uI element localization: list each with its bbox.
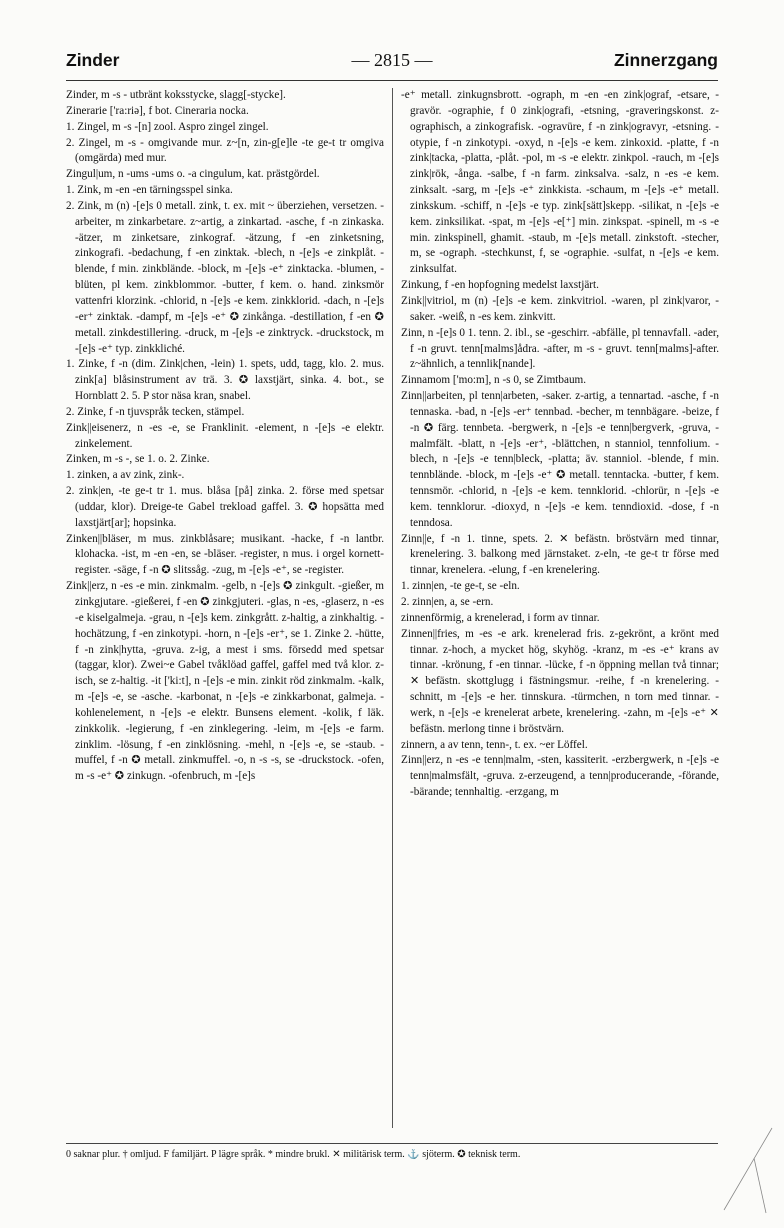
right-column-entry: zinnenförmig, a krenelerad, i form av tinnar. xyxy=(401,611,600,624)
left-column-entry: 1. Zinke, f -n (dim. Zink|chen, -lein) 1. spets, udd, tagg, klo. 2. mus. zink[a] blåsinstrument av trä. 3. ✪ laxstjärt, sinka. 4. bot., se Hornblatt 2. 5. P stor näsa kran, snabel. xyxy=(66,358,384,403)
right-column-entry: Zink||vitriol, m (n) -[e]s -e kem. zinkvitriol. -waren, pl zink|varor, -saker. -weiß, n -es kem. zinkvitt. xyxy=(401,294,719,323)
left-column-entry: Zinerarie ['ra:riə], f bot. Cineraria nocka. xyxy=(66,104,249,117)
header-last-word: Zinnerzgang xyxy=(613,50,718,70)
left-column-entry: 2. zink|en, -te ge-t tr 1. mus. blåsa [på] zinka. 2. förse med spetsar (uddar, klor). Dreige-te Gabel trekload gaffel. 3. ✪ hopsätta med laxstjärt[ar]; hopsinka. xyxy=(66,485,384,529)
right-column-entry: 1. zinn|en, -te ge-t, se -eln. xyxy=(401,580,520,593)
right-column-entry: -e⁺ metall. zinkugnsbrott. -ograph, m -en -en zink|ograf, -etsare, -gravör. -ographie, f 0 zink|ografi, -etsning, -graveringskonst. z-ographisch, a zinkografisk. -ogravüre, f -n zink|ogravyr, -etsning. -otypie, f -n zinkotypi. -oxyd, n -[e]s -e kem. zinkoxid. -platte, f -n zink|tacka, -platta, -plåt. -pol, m -s -e elektr. zinkpol. -rauch, m -[e]s zink|rök, -ånga. -salbe, f -n farm. zinksalva. -salz, n -es -e kem. zinksalt. -sarg, m -[e]s -e⁺ zinkkista. -schaum, m -[e]s -e⁺ metall. zinkskum. -schiff, n -[e]s -e typ. zink[sätt]skepp. -silikat, n -[e]s -e kem. zinksilikat. -spat, m -[e]s -e[⁺] min. zinkspat. -spinell, m -s -e min. zinkspinell, ghamit. -staub, m -[e]s metall. zinkstoft. -stecher, m, se -ograph. -stechkunst, f, se -ographie. -sulfat, n -[e]s -e kem. zinksulfat. xyxy=(401,89,719,276)
page-number: — 2815 — xyxy=(351,50,433,70)
left-column-entry: 1. zinken, a av zink, zink-. xyxy=(66,469,185,482)
right-column xyxy=(401,88,719,1133)
right-column-entry: Zinnamom ['mo:m], n -s 0, se Zimtbaum. xyxy=(401,374,587,387)
left-column-entry: 1. Zingel, m -s -[n] zool. Aspro zingel zingel. xyxy=(66,120,269,133)
left-column-entry: 2. Zinke, f -n tjuvspråk tecken, stämpel. xyxy=(66,405,245,418)
right-column-entry: Zinnen||fries, m -es -e ark. krenelerad fris. z-gekrönt, a krönt med tinnar. z-hoch, a mycket hög, skyhög. -kranz, m -es -e⁺ krans av tinnar. -krönung, f -en tinnar. -lücke, f -n öppning mellan två tinnar; ✕ befästn. skottglugg i fästningsmur. -reihe, f -n krenelering. -schnitt, m -[e]s -e her. tinnskura. -türmchen, n torn med tinnar. -werk, n -[e]s -e krenelerat arbete, krenelering. -zahn, m -[e]s -e⁺ ✕ befästn. merlong tinne i bröstvärn. xyxy=(401,627,719,735)
column-divider xyxy=(392,88,393,1128)
right-column-entry: Zinn||e, f -n 1. tinne, spets. 2. ✕ befästn. bröstvärn med tinnar, krenelering. 3. balkong med järnstaket. z-eln, -te ge-t tr förse med tinnar, krenelera. -elung, f -en krenelering. xyxy=(401,532,719,577)
footer-rule xyxy=(66,1143,718,1144)
left-column-entry: Zinken||bläser, m mus. zinkblåsare; musikant. -hacke, f -n lantbr. klohacka. -ist, m -en -en, se -bläser. -register, n mus. i orgel kornett-register. -säge, f -n ✪ slitssåg. -zug, m -[e]s -e⁺, se -register. xyxy=(66,532,384,577)
left-column xyxy=(66,88,384,1133)
left-column-entry: Zinder, m -s - utbränt koksstycke, slagg[-stycke]. xyxy=(66,89,286,101)
right-column-entry: Zinn||erz, n -es -e tenn|malm, -sten, kassiterit. -erzbergwerk, n -[e]s -e tenn|malmsfält, -gruva. z-erzeugend, a tenn|producerande, -förande, -bärande; tennhaltig. -erzgang, m xyxy=(401,754,719,799)
header-first-word: Zinder xyxy=(66,50,120,70)
right-column-entry: Zinn||arbeiten, pl tenn|arbeten, -saker. z-artig, a tennartad. -asche, f -n tennaska. -bad, n -[e]s -er⁺ tennbad. -becher, m tennbägare. -beize, f -n ✪ färg. tennbeta. -bergwerk, n -[e]s -e tenn|bergverk, -gruva, -malmfält. -blatt, n -[e]s -er⁺, -blättchen, n stanniol, tennfolium. -blech, n -[e]s -e tenn|bleck, -platta; äv. stanniol. -blende, f min. tennblände. -block, m -[e]s -e⁺ ✪ metall. tenntacka. -butter, f kem. tennsmör. -chlorid, n -[e]s -e kem. tennklorid. -chlorür, n -[e]s -e kem. tennklorur. -dioxyd, n -[e]s -e kem. tenndioxid. -dose, f -n tenndosa. xyxy=(401,390,719,529)
right-column-entry: 2. zinn|en, a, se -ern. xyxy=(401,596,494,608)
left-column-entry: 2. Zingel, m -s - omgivande mur. z~[n, zin-g[e]le -te ge-t tr omgiva (omgärda) med mur. xyxy=(66,136,384,165)
left-column-entry: Zinken, m -s -, se 1. o. 2. Zinke. xyxy=(66,453,210,466)
left-column-entry: Zink||erz, n -es -e min. zinkmalm. -gelb, n -[e]s ✪ zinkgult. -gießer, m zinkgjutare. -gießerei, f -en ✪ zinkgjuteri. -glas, n -es, -glaserz, n -es -e kiselgalmeja. -grau, n -[e]s kem. zinkgrått. z-haltig, a zinkhaltig. -hochätzung, f -en zinkotypi. -horn, n -[e]s -er⁺, se 1. Zinke 2. -hütte, f -n zink|hytta, -gruva. z-ig, a mest i sms. försedd med spetsar (taggar, klor). Zwei~e Gabel tvåklöad gaffel, gaffel med två klor. z-isch, se z-haltig. -it ['ki:t], n -[e]s -e min. zinkit röd zinkmalm. -kalk, m -[e]s -e, se -asche. -karbonat, n -[e]s -e zinkkarbonat, galmeja. -kohlenelement, n -[e]s -e elektr. Bunsens element. -kolik, f läk. zinkkolik. -legierung, f -en zinklegering. -leim, m -[e]s -e farm. zinklim. -lösung, f -en zinklösning. -mehl, n -[e]s -e, se -staub. -muffel, f -n ✪ metall. zinkmuffel. -o, n -s -s, se -druckstock. -ofen, m -s -e⁺ ✪ zinkugn. -ofenbruch, m -[e]s xyxy=(66,580,384,783)
footer-legend: 0 saknar plur. † omljud. F familjärt. P lägre språk. * mindre brukl. ✕ militärisk term. ⚓ sjöterm. ✪ teknisk term. xyxy=(66,1149,521,1160)
right-column-entry: Zinn, n -[e]s 0 1. tenn. 2. ibl., se -geschirr. -abfälle, pl tennavfall. -ader, f -n gruvt. tenn[malms]ådra. -after, m -s - gruvt. tenn[malms]-after. z~ähnlich, a tennlik[nande]. xyxy=(401,326,719,371)
pencil-stroke-decoration xyxy=(714,1118,774,1218)
left-column-entry: 1. Zink, m -en -en tärningsspel sinka. xyxy=(66,184,233,197)
right-column-entry: Zinkung, f -en hopfogning medelst laxstjärt. xyxy=(401,279,599,292)
left-column-entry: 2. Zink, m (n) -[e]s 0 metall. zink, t. ex. mit ~ überziehen, versetzen. -arbeiter, m zinkarbetare. z~artig, a zinkartad. -asche, f -n zinkaska. -ätzer, m zinketsare, zinkograf. -ätzung, f -en zinketsning, zinkografi. -bedachung, f -en zinktak. -blech, n -[e]s -e zinkplåt. -blende, f min. zinkblände. -block, m -[e]s -e⁺ zinktacka. -blumen, -blüten, pl kem. zinkblommor. -butter, f kem. o. hand. zinksmör vattenfri klorzink. -chlorid, n -[e]s -e kem. zinkklorid. -dach, n -[e]s -er⁺ zinktak. -dampf, m -[e]s -e⁺ ✪ zinkånga. -destillation, f -en ✪ metall. zinkdestillering. -druck, m -[e]s -e zinktryck. -druckstock, m -[e]s -e⁺ typ. zinkkliché. xyxy=(66,199,384,355)
right-column-entry: zinnern, a av tenn, tenn-, t. ex. ~er Löffel. xyxy=(401,738,588,751)
left-column-entry: Zingul|um, n -ums -ums o. -a cingulum, kat. prästgördel. xyxy=(66,168,320,181)
page-header xyxy=(66,50,718,76)
left-column-entry: Zink||eisenerz, n -es -e, se Franklinit. -element, n -[e]s -e elektr. zinkelement. xyxy=(66,421,384,450)
header-rule xyxy=(66,80,718,81)
